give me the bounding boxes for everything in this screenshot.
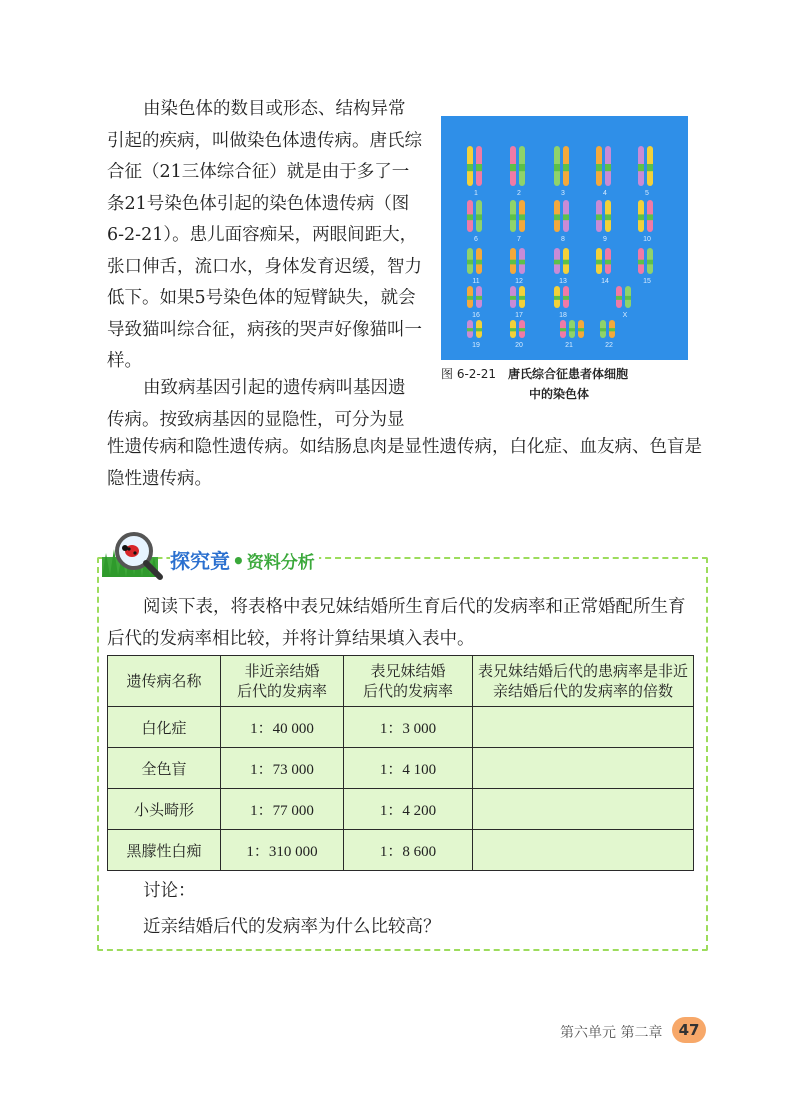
chromosome-label: 17 (515, 312, 523, 319)
chromosome-label: 16 (472, 312, 480, 319)
cell-cousin-rate: 1：4 200 (344, 789, 473, 830)
chromosome-label: 5 (645, 190, 649, 197)
karyotype-figure (441, 116, 688, 360)
chromosome-pair (510, 146, 525, 186)
chromosome-pair (596, 146, 611, 186)
chromosome-label: 10 (643, 236, 651, 243)
cell-ratio[interactable] (473, 789, 694, 830)
cell-non-relative-rate: 1：310 000 (221, 830, 344, 871)
cell-ratio[interactable] (473, 707, 694, 748)
chromosome-label: 21 (565, 342, 573, 349)
chromosome-label: 14 (601, 278, 609, 285)
cell-disease-name: 白化症 (108, 707, 221, 748)
chromosome-label: 11 (472, 278, 480, 285)
paragraph-gene-disease-cont: 性遗传病和隐性遗传病。如结肠息肉是显性遗传病，白化症、血友病、色盲是隐性遗传病。 (107, 437, 702, 489)
chromosome-pair (554, 146, 569, 186)
chromosome-pair (467, 248, 482, 274)
chromosome-pair (560, 320, 584, 338)
header-ratio: 表兄妹结婚后代的患病率是非近亲结婚后代的发病率的倍数 (473, 656, 694, 707)
figure-caption (441, 364, 711, 404)
chromosome-pair (554, 286, 569, 308)
chromosome-pair (467, 320, 482, 338)
chromosome-pair (596, 200, 611, 232)
cell-non-relative-rate: 1：77 000 (221, 789, 344, 830)
magnifier-ladybug-icon (100, 527, 170, 583)
chromosome-pair (467, 146, 482, 186)
chromosome-label: 9 (603, 236, 607, 243)
paragraph-gene-disease-start: 由致病基因引起的遗传病叫基因遗传病。按致病基因的显隐性，可分为显 (107, 378, 406, 430)
chromosome-label: 12 (515, 278, 523, 285)
header-non-relative-rate: 非近亲结婚 后代的发病率 (221, 656, 344, 707)
chromosome-pair (510, 200, 525, 232)
chromosome-pair (510, 320, 525, 338)
chromosome-pair (638, 248, 653, 274)
activity-title: 探究竟 • 资料分析 (170, 545, 319, 574)
cell-disease-name: 小头畸形 (108, 789, 221, 830)
activity-intro: 阅读下表，将表格中表兄妹结婚所生育后代的发病率和正常婚配所生育后代的发病率相比较，并将计算结果填入表中。 (107, 597, 686, 649)
chromosome-pair (616, 286, 631, 308)
figure-caption-line1: 唐氏综合征患者体细胞 (508, 367, 629, 381)
chromosome-label: 7 (517, 236, 521, 243)
chromosome-pair (596, 248, 611, 274)
karyotype-image (441, 116, 688, 360)
chromosome-label: 6 (474, 236, 478, 243)
chromosome-label: 4 (603, 190, 607, 197)
chromosome-label: 2 (517, 190, 521, 197)
chromosome-pair (467, 286, 482, 308)
cell-disease-name: 黑朦性白痴 (108, 830, 221, 871)
chromosome-label: 20 (515, 342, 523, 349)
header-disease-name: 遗传病名称 (108, 656, 221, 707)
chromosome-label: 15 (643, 278, 651, 285)
chromosome-pair (638, 200, 653, 232)
disease-rate-table (107, 655, 694, 871)
cell-non-relative-rate: 1：73 000 (221, 748, 344, 789)
discussion-label: 讨论： (143, 881, 196, 901)
chromosome-label: 8 (561, 236, 565, 243)
chromosome-pair (554, 248, 569, 274)
figure-number: 图 6-2-21 (441, 367, 497, 381)
chromosome-pair (510, 286, 525, 308)
page-number-badge: 47 (672, 1017, 706, 1043)
cell-cousin-rate: 1：4 100 (344, 748, 473, 789)
activity-subtitle: 资料分析 (246, 553, 315, 573)
chromosome-pair (600, 320, 615, 338)
chromosome-label: 22 (605, 342, 613, 349)
figure-caption-line2: 中的染色体 (529, 387, 590, 401)
cell-ratio[interactable] (473, 830, 694, 871)
paragraph-chromosomal-disease: 由染色体的数目或形态、结构异常引起的疾病，叫做染色体遗传病。唐氏综合征（21三体综合征）就是由于多了一条21号染色体引起的染色体遗传病（图6-2-21）。患儿面容痴呆，两眼间距大，张口伸舌，流口水，身体发育迟缓，智力低下。如果5号染色体的短臂缺失，就会导致猫叫综合征，病孩的哭声好像猫叫一样。 (107, 99, 422, 371)
cell-non-relative-rate: 1：40 000 (221, 707, 344, 748)
chromosome-label: 13 (559, 278, 567, 285)
activity-header (100, 527, 360, 583)
discussion-question: 近亲结婚后代的发病率为什么比较高？ (143, 917, 441, 937)
chapter-footer: 第六单元 第二章 (560, 1025, 663, 1041)
table-row (108, 707, 694, 748)
chromosome-label: 18 (559, 312, 567, 319)
header-cousin-rate: 表兄妹结婚 后代的发病率 (344, 656, 473, 707)
cell-cousin-rate: 1：3 000 (344, 707, 473, 748)
table-row (108, 789, 694, 830)
table-row (108, 748, 694, 789)
chromosome-pair (638, 146, 653, 186)
chromosome-label: 1 (474, 190, 478, 197)
cell-ratio[interactable] (473, 748, 694, 789)
chromosome-label: X (622, 312, 628, 319)
table-header-row (108, 656, 694, 707)
chromosome-label: 3 (561, 190, 565, 197)
cell-disease-name: 全色盲 (108, 748, 221, 789)
chromosome-pair (510, 248, 525, 274)
chromosome-label: 19 (472, 342, 480, 349)
cell-cousin-rate: 1：8 600 (344, 830, 473, 871)
chromosome-pair (467, 200, 482, 232)
chromosome-pair (554, 200, 569, 232)
table-row (108, 830, 694, 871)
